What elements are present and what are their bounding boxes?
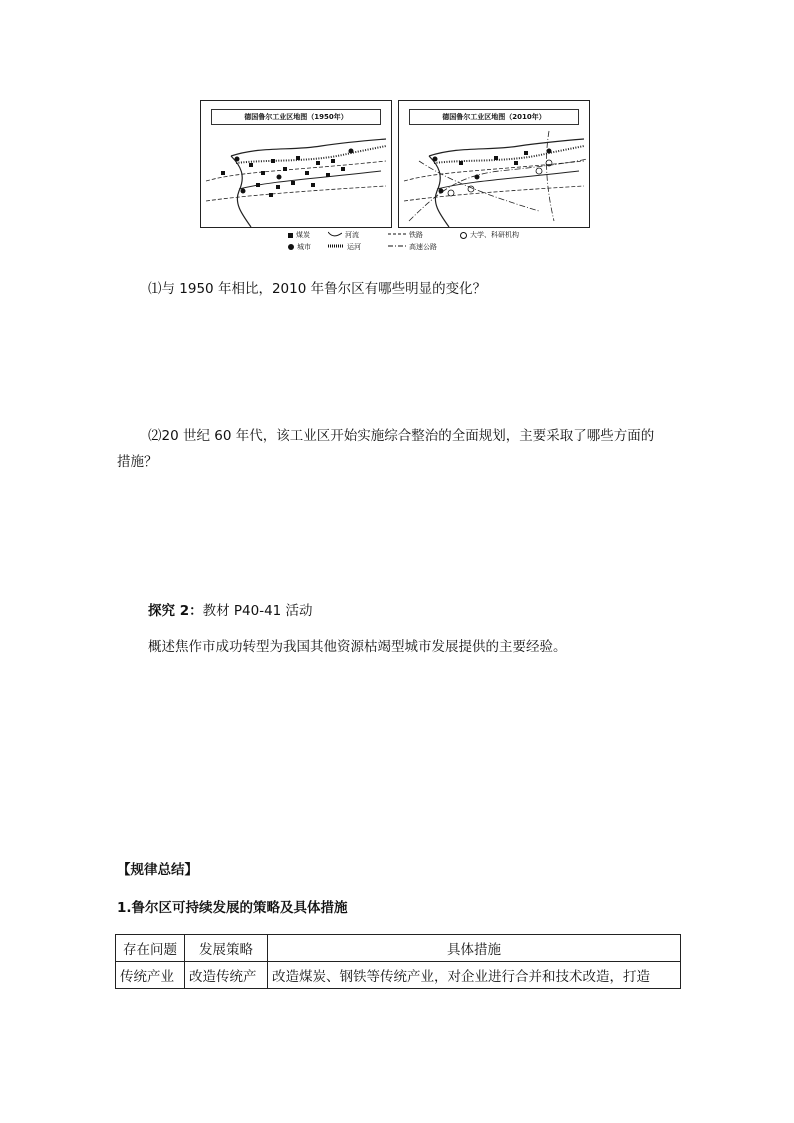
explore-2-heading [148, 601, 313, 621]
table-header-row [116, 935, 681, 962]
table-header-problem: 存在问题 [116, 935, 185, 962]
explore-2-prompt: 概述焦作市成功转型为我国其他资源枯竭型城市发展提供的主要经验。 [148, 639, 567, 655]
legend-canal: 运河 [328, 242, 361, 252]
map-2010-drawing [399, 101, 589, 227]
table-header-strategy: 发展策略 [185, 935, 268, 962]
explore-2-label: 探究 2： [148, 603, 203, 619]
explore-2-source: 教材 P40-41 活动 [202, 603, 313, 619]
map-1950-title: 德国鲁尔工业区地图（1950年） [211, 109, 381, 125]
table-cell-strategy: 改造传统产 [185, 962, 268, 989]
legend-coal: 煤炭 [288, 230, 310, 240]
university-circle-icon [460, 232, 467, 239]
question-1: ⑴与 1950 年相比，2010 年鲁尔区有哪些明显的变化？ [148, 281, 487, 297]
legend-city: 城市 [288, 242, 311, 252]
table-cell-problem: 传统产业 [116, 962, 185, 989]
highway-line-icon [388, 242, 406, 252]
map-1950-drawing [201, 101, 391, 227]
legend-highway: 高速公路 [388, 242, 437, 252]
river-line-icon [328, 230, 342, 240]
question-2-line-2: 措施？ [117, 454, 158, 470]
canal-line-icon [328, 242, 344, 252]
table-header-measures: 具体措施 [268, 935, 681, 962]
coal-square-icon [288, 233, 293, 238]
legend-river: 河流 [328, 230, 359, 240]
ruhr-maps-figure [200, 100, 590, 260]
railway-line-icon [388, 230, 406, 240]
summary-heading: 【规律总结】 [117, 862, 198, 878]
map-2010-title: 德国鲁尔工业区地图（2010年） [409, 109, 579, 125]
city-dot-icon [288, 244, 294, 250]
legend-university: 大学、科研机构 [460, 230, 519, 240]
legend-railway: 铁路 [388, 230, 423, 240]
strategy-table [115, 934, 681, 989]
map-2010 [398, 100, 590, 228]
map-1950 [200, 100, 392, 228]
table-row [116, 962, 681, 989]
table-cell-measures: 改造煤炭、钢铁等传统产业，对企业进行合并和技术改造，打造 [268, 962, 681, 989]
question-2-line-1: ⑵20 世纪 60 年代，该工业区开始实施综合整治的全面规划，主要采取了哪些方面的 [148, 428, 655, 444]
summary-subheading: 1.鲁尔区可持续发展的策略及具体措施 [117, 900, 348, 916]
